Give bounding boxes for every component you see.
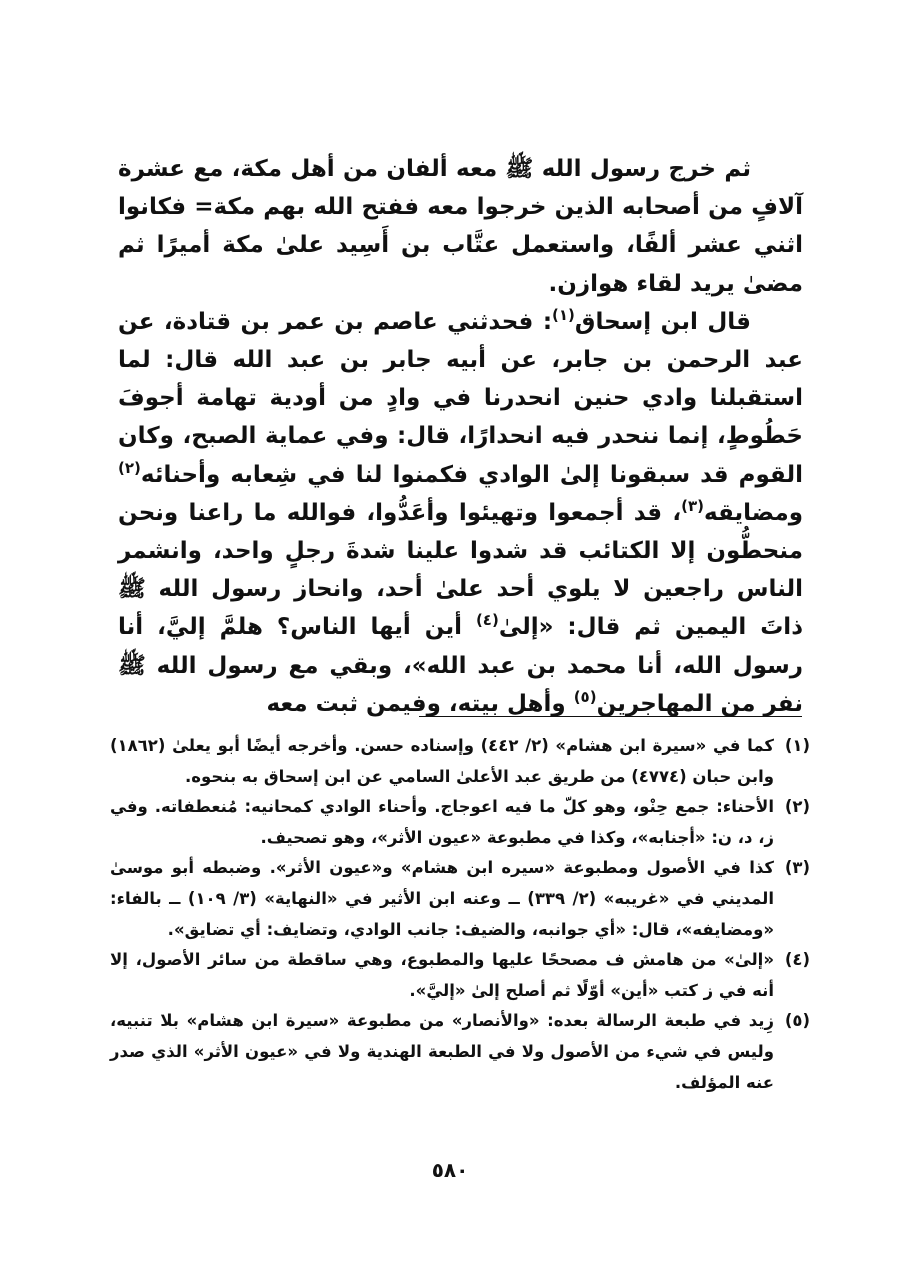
main-text: [118, 150, 803, 723]
footnote-marker-4: (٤): [475, 611, 499, 630]
paragraph-1: ثم خرج رسول الله ﷺ معه ألفان من أهل مكة، مع عشرة آلافٍ من أصحابه الذين خرجوا معه ففتح الله بهم مكة= فكانوا اثني عشر ألفًا، واستعمل عتَّاب بن أَسِيد علىٰ مكة أميرًا ثم مضىٰ يريد لقاء هوازن.: [118, 156, 803, 297]
paragraph-2-part-2: : فحدثني عاصم بن عمر بن قتادة، عن عبد الرحمن بن جابر، عن أبيه جابر بن عبد الله قال: لما استقبلنا وادي حنين انحدرنا في وادٍ من أودية تهامة أجوفَ حَطُوطٍ، إنما ننحدر فيه انحدارًا، قال: وفي عماية الصبح، وكان القوم قد سبقونا إلىٰ الوادي فكمنوا لنا في شِعابه وأحنائه: [118, 308, 803, 488]
footnotes: [110, 731, 810, 1098]
paragraph-2: [118, 303, 803, 723]
footnote-2: [110, 792, 810, 853]
footnote-4: [110, 945, 810, 1006]
paragraph-2-part-1: قال ابن إسحاق: [574, 308, 751, 335]
footnote-text: «إلىٰ» من هامش ف مصححًا عليها والمطبوع، وهي ساقطة من سائر الأصول، إلا أنه في ز كتب «أين» أوّلًا ثم أصلح إلىٰ «إليَّ».: [110, 950, 774, 1000]
paragraph-2-part-4: ، قد أجمعوا وتهيئوا وأعَدُّوا، فوالله ما راعنا ونحن منحطُّون إلا الكتائب قد شدوا علينا شدةَ رجلٍ واحد، وانشمر الناس راجعين لا يلوي أحد علىٰ أحد، وانحاز رسول الله ﷺ ذاتَ اليمين ثم قال:: [118, 499, 803, 641]
paragraph-2-part-6: وأهل بيته، وفيمن ثبت معه: [266, 690, 574, 717]
footnote-text: كذا في الأصول ومطبوعة «سيره ابن هشام» و«عيون الأثر». وضبطه أبو موسىٰ المديني في «غريبه» (٢/ ٣٣٩) ــ وعنه ابن الأثير في «النهاية» (٣/ ١٠٩) ــ بالفاء: «ومضايفه»، قال: «أي جوانبه، والضيف: جانب الوادي، وتضايف: أي تضايق».: [110, 858, 774, 939]
page-number: ٥٨٠: [431, 1158, 469, 1182]
footnote-divider: [419, 716, 802, 717]
paragraph-2-part-5: ، وبقي مع رسول الله ﷺ نفر من المهاجرين: [118, 652, 803, 717]
footnote-number: (٥): [784, 1011, 810, 1031]
footnote-number: (١): [784, 736, 810, 755]
hadith-quote: أين أيها الناس؟ هلمَّ إليَّ، أنا رسول الله، أنا محمد بن عبد الله»: [118, 614, 803, 679]
footnote-marker-2: (٢): [118, 458, 141, 477]
footnote-number: (٣): [784, 858, 810, 878]
footnote-1: [110, 731, 810, 792]
footnote-5: [110, 1006, 810, 1098]
footnote-marker-3: (٣): [681, 496, 705, 515]
footnote-marker-1: (١): [552, 305, 575, 324]
footnote-marker-5: (٥): [573, 687, 597, 706]
footnote-number: (٢): [784, 797, 810, 817]
footnote-text: زِيد في طبعة الرسالة بعده: «والأنصار» من مطبوعة «سيرة ابن هشام» بلا تنبيه، وليس في شيء من الأصول ولا في الطبعة الهندية ولا في «عيون الأثر» الذي صدر عنه المؤلف.: [110, 1011, 774, 1092]
paragraph-2-part-3: ومضايقه: [704, 499, 803, 526]
footnote-text: الأحناء: جمع حِنْو، وهو كلّ ما فيه اعوجاج. وأحناء الوادي كمحانيه: مُنعطفاته. وفي ز، د، ن: «أجنابه»، وكذا في مطبوعة «عيون الأثر»، وهو تصحيف.: [110, 797, 774, 847]
hadith-quote-start: «إلىٰ: [498, 614, 554, 641]
footnote-number: (٤): [784, 950, 810, 970]
footnote-text: كما في «سيرة ابن هشام» (٢/ ٤٤٢) وإسناده حسن. وأخرجه أيضًا أبو يعلىٰ (١٨٦٢) وابن حبان (٤٧٧٤) من طريق عبد الأعلىٰ السامي عن ابن إسحاق به بنحوه.: [110, 736, 774, 786]
footnote-3: [110, 853, 810, 945]
